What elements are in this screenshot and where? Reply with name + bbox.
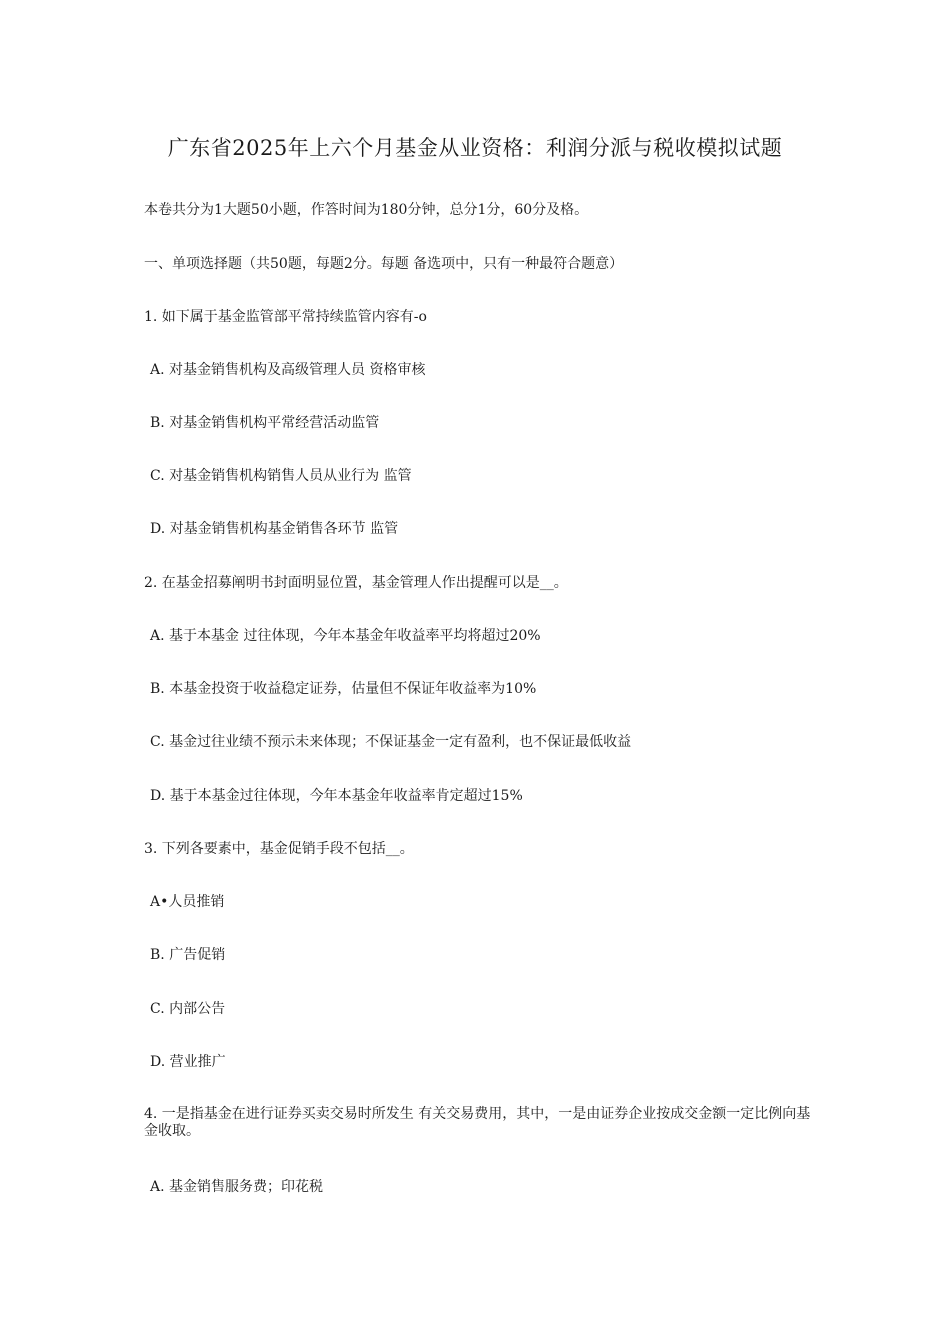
question-1-option-a: A. 对基金销售机构及高级管理人员 资格审核 <box>150 362 426 378</box>
question-4-option-a: A. 基金销售服务费；印花税 <box>150 1179 324 1195</box>
document-title: 广东省2025年上六个月基金从业资格：利润分派与税收模拟试题 <box>167 136 783 160</box>
question-3-stem: 3. 下列各要素中，基金促销手段不包括__。 <box>144 841 414 857</box>
question-3-option-b: B. 广告促销 <box>150 947 226 963</box>
question-4-stem: 4. 一是指基金在进行证券买卖交易时所发生 有关交易费用，其中，一是由证券企业按成交金额一定比例向基金收取。 <box>144 1106 811 1139</box>
question-1-option-c: C. 对基金销售机构销售人员从业行为 监管 <box>150 468 412 484</box>
question-2-option-c: C. 基金过往业绩不预示未来体现；不保证基金一定有盈利，也不保证最低收益 <box>150 734 632 750</box>
exam-intro: 本卷共分为1大题50小题，作答时间为180分钟，总分1分，60分及格。 <box>144 202 589 218</box>
section-heading: 一、单项选择题（共50题，每题2分。每题 备选项中，只有一种最符合题意） <box>144 256 624 272</box>
question-1-option-b: B. 对基金销售机构平常经营活动监管 <box>150 415 380 431</box>
question-3-option-d: D. 营业推广 <box>150 1054 226 1070</box>
question-3-option-a: A•人员推销 <box>150 894 225 910</box>
question-2-option-b: B. 本基金投资于收益稳定证券，估量但不保证年收益率为10% <box>150 681 537 697</box>
question-2-option-d: D. 基于本基金过往体现，今年本基金年收益率肯定超过15% <box>150 788 523 804</box>
question-2-stem: 2. 在基金招募阐明书封面明显位置，基金管理人作出提醒可以是__。 <box>144 575 568 591</box>
question-2-option-a: A. 基于本基金 过往体现，今年本基金年收益率平均将超过20% <box>150 628 541 644</box>
question-1-stem: 1. 如下属于基金监管部平常持续监管内容有-o <box>144 309 427 325</box>
question-1-option-d: D. 对基金销售机构基金销售各环节 监管 <box>150 521 399 537</box>
question-3-option-c: C. 内部公告 <box>150 1001 226 1017</box>
